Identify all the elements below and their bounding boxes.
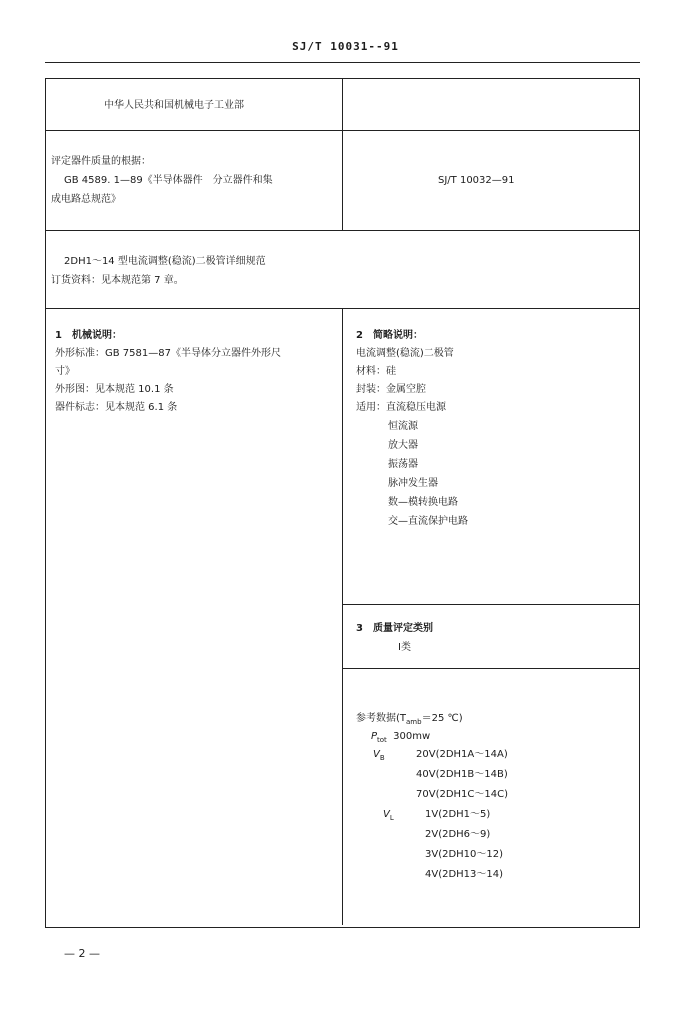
category-value: Ⅰ类	[398, 642, 411, 653]
order-line-2: 订货资料：见本规范第 7 章。	[51, 275, 184, 286]
table-divider-top	[342, 78, 343, 230]
reference-vb-label: $V_B$	[373, 749, 385, 762]
reference-ptot: $P_{tot}$ 300mw	[371, 731, 431, 744]
table-divider-bottom	[342, 308, 343, 925]
document-code-header: SJ/T 10031--91	[292, 40, 399, 53]
reference-vl-value: 2V(2DH6～9)	[425, 829, 491, 840]
row-line-3	[45, 308, 640, 309]
reference-vl-value: 1V(2DH1～5)	[425, 809, 491, 820]
reference-vb-value: 20V(2DH1A～14A)	[416, 749, 508, 760]
row-line-right-2	[342, 668, 640, 669]
usage-item: 数—模转换电路	[388, 497, 458, 508]
reference-vb-value: 70V(2DH1C～14C)	[416, 789, 509, 800]
category-title: 3 质量评定类别	[356, 623, 433, 634]
reference-data-title: 参考数据($T_{amb}=25$ ℃)	[356, 713, 463, 726]
usage-item: 恒流源	[388, 421, 418, 432]
row-line-2	[45, 230, 640, 231]
row-line-1	[45, 130, 640, 131]
brief-material: 材料：硅	[356, 366, 396, 377]
order-line-1: 2DH1～14 型电流调整(稳流)二极管详细规范	[64, 256, 266, 267]
spec-code: SJ/T 10032—91	[438, 175, 515, 186]
basis-title: 评定器件质量的根据：	[51, 156, 151, 167]
usage-item: 放大器	[388, 440, 418, 451]
mech-outline-fig: 外形图：见本规范 10.1 条	[55, 384, 174, 395]
usage-item: 振荡器	[388, 459, 418, 470]
issuing-organization: 中华人民共和国机械电子工业部	[104, 100, 244, 111]
usage-item: 交—直流保护电路	[388, 516, 468, 527]
mech-title: 1 机械说明：	[55, 330, 122, 341]
brief-usage-title: 适用：直流稳压电源	[356, 402, 446, 413]
reference-vb-value: 40V(2DH1B～14B)	[416, 769, 508, 780]
brief-package: 封装：金属空腔	[356, 384, 426, 395]
mech-outline-std-1: 外形标准：GB 7581—87《半导体分立器件外形尺	[55, 348, 281, 359]
basis-line-1: GB 4589. 1—89《半导体器件 分立器件和集	[64, 175, 273, 186]
mech-outline-std-2: 寸》	[55, 366, 75, 377]
basis-line-2: 成电路总规范》	[51, 194, 121, 205]
row-line-right-1	[342, 604, 640, 605]
brief-device: 电流调整(稳流)二极管	[356, 348, 454, 359]
reference-vl-value: 3V(2DH10～12)	[425, 849, 504, 860]
reference-vl-label: $V_L$	[383, 809, 394, 822]
page-number: — 2 —	[64, 947, 100, 960]
reference-vl-value: 4V(2DH13～14)	[425, 869, 504, 880]
mech-marking: 器件标志：见本规范 6.1 条	[55, 402, 178, 413]
usage-item: 脉冲发生器	[388, 478, 438, 489]
brief-title: 2 简略说明：	[356, 330, 423, 341]
header-rule	[45, 62, 640, 63]
